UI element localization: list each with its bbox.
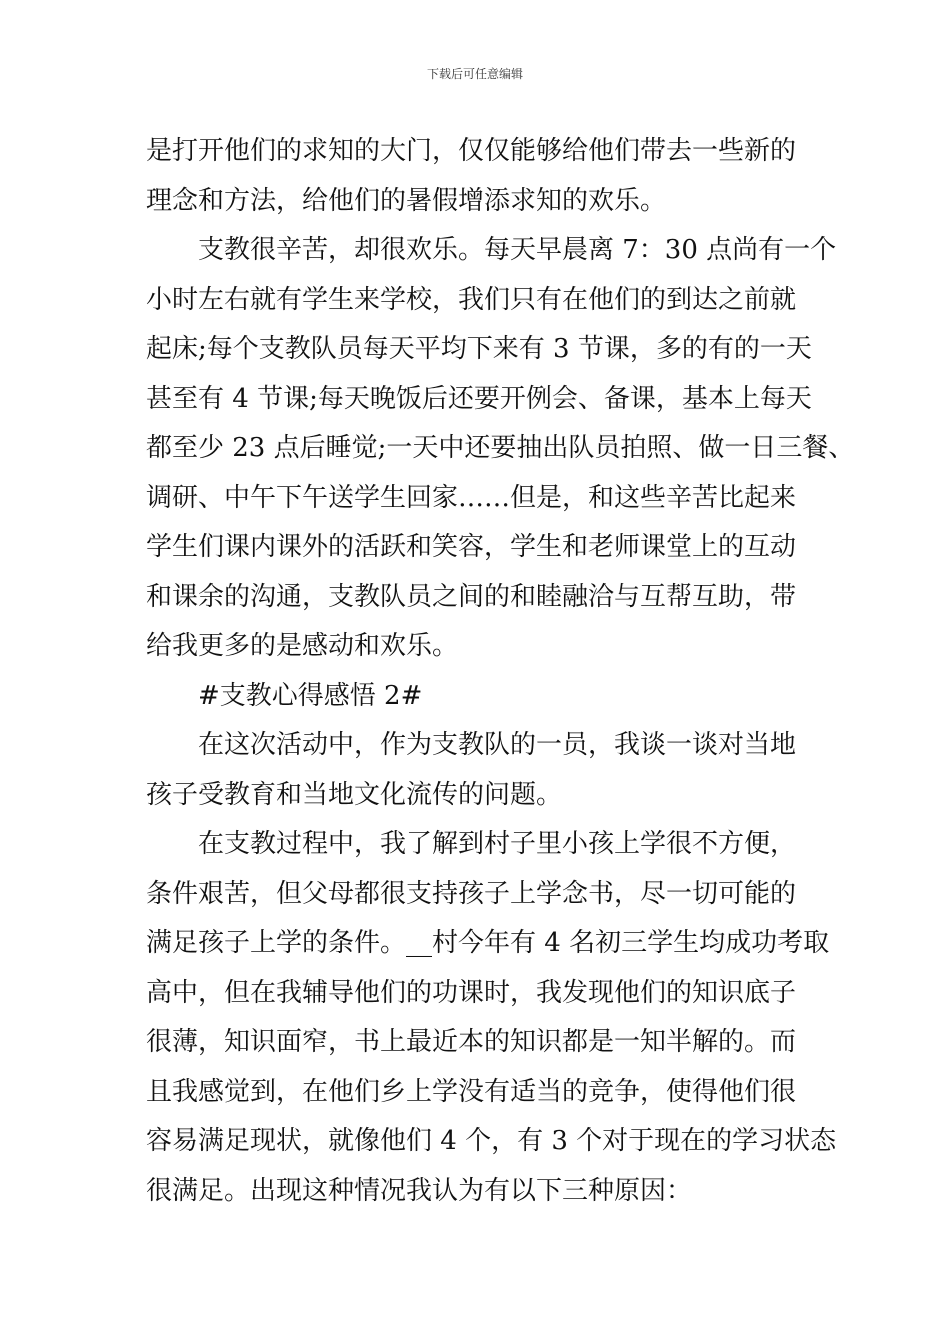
text-line: 和课余的沟通，支教队员之间的和睦融洽与互帮互助，带	[146, 581, 797, 612]
text-line: 是打开他们的求知的大门，仅仅能够给他们带去一些新的	[146, 136, 797, 166]
section-heading	[146, 672, 816, 722]
text-line: 孩子受教育和当地文化流传的问题。	[146, 779, 563, 810]
text-line: 都至少 23 点后睡觉;一天中还要抽出队员拍照、做一日三餐、	[146, 433, 855, 463]
text-line: 且我感觉到，在他们乡上学没有适当的竞争，使得他们很	[146, 1076, 797, 1107]
text-line: 支教很辛苦，却很欢乐。每天早晨离 7：30 点尚有一个	[198, 235, 837, 265]
paragraph-intro	[146, 721, 816, 820]
text-line: 甚至有 4 节课;每天晚饭后还要开例会、备课，基本上每天	[146, 383, 812, 414]
text-line: 条件艰苦，但父母都很支持孩子上学念书，尽一切可能的	[146, 878, 797, 909]
text-line: 容易满足现状，就像他们 4 个，有 3 个对于现在的学习状态	[146, 1126, 837, 1156]
text-line: 在这次活动中，作为支教队的一员，我谈一谈对当地	[198, 730, 797, 760]
text-line: 调研、中午下午送学生回家……但是，和这些辛苦比起来	[146, 482, 797, 513]
document-body	[146, 127, 855, 1216]
text-line: 起床;每个支教队员每天平均下来有 3 节课，多的有的一天	[146, 334, 812, 364]
text-line: 高中，但在我辅导他们的功课时，我发现他们的知识底子	[146, 977, 797, 1008]
text-line: 给我更多的是感动和欢乐。	[146, 631, 459, 661]
header-note: 下载后可任意编辑	[426, 67, 523, 81]
text-line: 小时左右就有学生来学校，我们只有在他们的到达之前就	[146, 284, 797, 315]
text-line: 理念和方法，给他们的暑假增添求知的欢乐。	[146, 185, 667, 216]
text-line: 学生们课内课外的活跃和笑容，学生和老师课堂上的互动	[146, 532, 797, 562]
paragraph-education-observations	[146, 820, 837, 1216]
section-heading-text: #支教心得感悟 2#	[198, 680, 423, 711]
text-line: 很薄，知识面窄，书上最近本的知识都是一知半解的。而	[146, 1027, 797, 1057]
paragraph-teaching-hardship	[146, 226, 855, 672]
text-line: 很满足。出现这种情况我认为有以下三种原因：	[146, 1175, 693, 1206]
paragraph-continuation	[146, 127, 816, 226]
text-line: 在支教过程中，我了解到村子里小孩上学很不方便，	[198, 829, 797, 859]
text-line: 满足孩子上学的条件。__村今年有 4 名初三学生均成功考取	[146, 928, 830, 958]
